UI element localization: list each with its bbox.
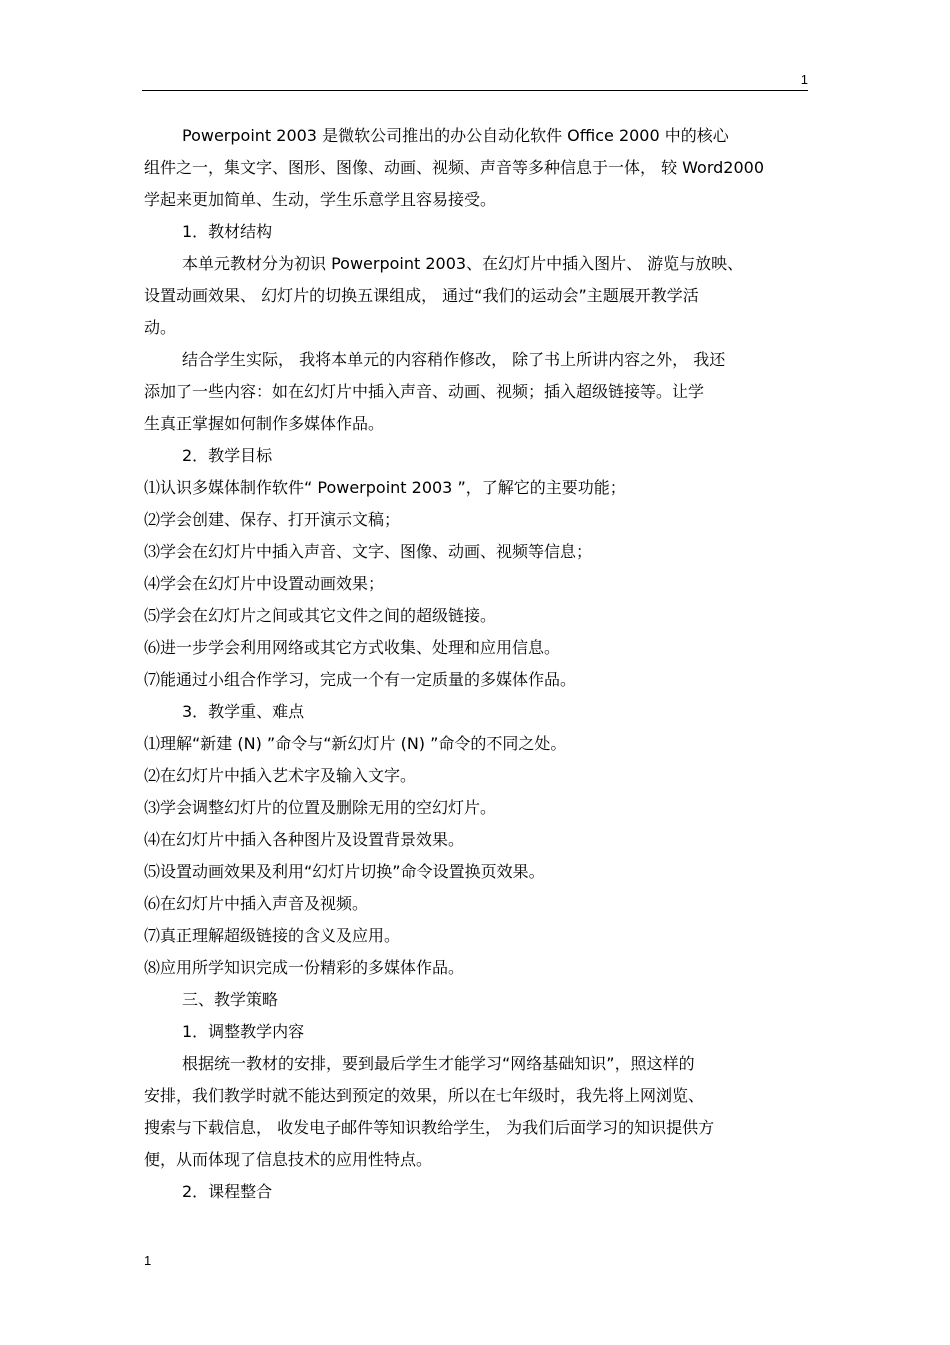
- text-line: 2．课程整合: [182, 1182, 273, 1201]
- text-line: 本单元教材分为初识 Powerpoint 2003、在幻灯片中插入图片、 游览与放映、: [182, 254, 744, 273]
- paragraph: [144, 600, 816, 632]
- paragraph: [144, 664, 816, 696]
- paragraph: [144, 344, 816, 440]
- text-line: ⑴理解“新建 (N) ”命令与“新幻灯片 (N) ”命令的不同之处。: [144, 734, 567, 753]
- text-line: 生真正掌握如何制作多媒体作品。: [144, 414, 385, 433]
- paragraph: [144, 1016, 816, 1048]
- paragraph: [144, 856, 816, 888]
- header-rule: [142, 90, 808, 91]
- paragraph: [144, 984, 816, 1016]
- paragraph: [144, 440, 816, 472]
- text-line: ⑺真正理解超级链接的含义及应用。: [144, 926, 401, 945]
- paragraph: [144, 888, 816, 920]
- paragraph: [144, 504, 816, 536]
- paragraph: [144, 792, 816, 824]
- paragraph: [144, 824, 816, 856]
- header-page-number: 1: [800, 72, 808, 87]
- paragraph: [144, 632, 816, 664]
- text-line: 根据统一教材的安排，要到最后学生才能学习“网络基础知识”，照这样的: [182, 1054, 695, 1073]
- text-line: 结合学生实际， 我将本单元的内容稍作修改， 除了书上所讲内容之外， 我还: [182, 350, 726, 369]
- text-line: 1．教材结构: [182, 222, 273, 241]
- paragraph: [144, 760, 816, 792]
- paragraph: [144, 728, 816, 760]
- text-line: ⑺能通过小组合作学习，完成一个有一定质量的多媒体作品。: [144, 670, 577, 689]
- paragraph: [144, 952, 816, 984]
- paragraph: [144, 216, 816, 248]
- paragraph: [144, 248, 816, 344]
- text-line: 三、教学策略: [182, 990, 279, 1009]
- text-line: 1．调整教学内容: [182, 1022, 305, 1041]
- text-line: ⑴认识多媒体制作软件“ Powerpoint 2003 ”，了解它的主要功能；: [144, 478, 626, 497]
- paragraph: [144, 696, 816, 728]
- text-line: ⑷在幻灯片中插入各种图片及设置背景效果。: [144, 830, 465, 849]
- text-line: 便，从而体现了信息技术的应用性特点。: [144, 1150, 433, 1169]
- footer-page-number: 1: [144, 1253, 152, 1268]
- text-line: Powerpoint 2003 是微软公司推出的办公自动化软件 Office 2000 中的核心: [182, 126, 729, 145]
- text-line: 学起来更加简单、生动，学生乐意学且容易接受。: [144, 190, 497, 209]
- text-line: ⑷学会在幻灯片中设置动画效果；: [144, 574, 385, 593]
- text-line: 安排，我们教学时就不能达到预定的效果，所以在七年级时，我先将上网浏览、: [144, 1086, 705, 1105]
- text-line: ⑸学会在幻灯片之间或其它文件之间的超级链接。: [144, 606, 497, 625]
- text-line: ⑵在幻灯片中插入艺术字及输入文字。: [144, 766, 417, 785]
- text-line: 搜索与下载信息， 收发电子邮件等知识教给学生， 为我们后面学习的知识提供方: [144, 1118, 715, 1137]
- document-body: [144, 120, 816, 1208]
- text-line: ⑶学会调整幻灯片的位置及删除无用的空幻灯片。: [144, 798, 497, 817]
- text-line: ⑸设置动画效果及利用“幻灯片切换”命令设置换页效果。: [144, 862, 545, 881]
- text-line: 组件之一，集文字、图形、图像、动画、视频、声音等多种信息于一体， 较 Word2000: [144, 158, 765, 177]
- paragraph: [144, 568, 816, 600]
- text-line: 2．教学目标: [182, 446, 273, 465]
- paragraph: [144, 120, 816, 216]
- paragraph: [144, 536, 816, 568]
- paragraph: [144, 920, 816, 952]
- paragraph: [144, 472, 816, 504]
- text-line: 设置动画效果、 幻灯片的切换五课组成， 通过“我们的运动会”主题展开教学活: [144, 286, 699, 305]
- text-line: ⑻应用所学知识完成一份精彩的多媒体作品。: [144, 958, 465, 977]
- text-line: ⑵学会创建、保存、打开演示文稿；: [144, 510, 401, 529]
- text-line: 添加了一些内容：如在幻灯片中插入声音、动画、视频；插入超级链接等。让学: [144, 382, 705, 401]
- paragraph: [144, 1048, 816, 1176]
- text-line: 3．教学重、难点: [182, 702, 305, 721]
- text-line: ⑶学会在幻灯片中插入声音、文字、图像、动画、视频等信息；: [144, 542, 593, 561]
- paragraph: [144, 1176, 816, 1208]
- text-line: ⑹进一步学会利用网络或其它方式收集、处理和应用信息。: [144, 638, 561, 657]
- text-line: 动。: [144, 318, 177, 337]
- text-line: ⑹在幻灯片中插入声音及视频。: [144, 894, 369, 913]
